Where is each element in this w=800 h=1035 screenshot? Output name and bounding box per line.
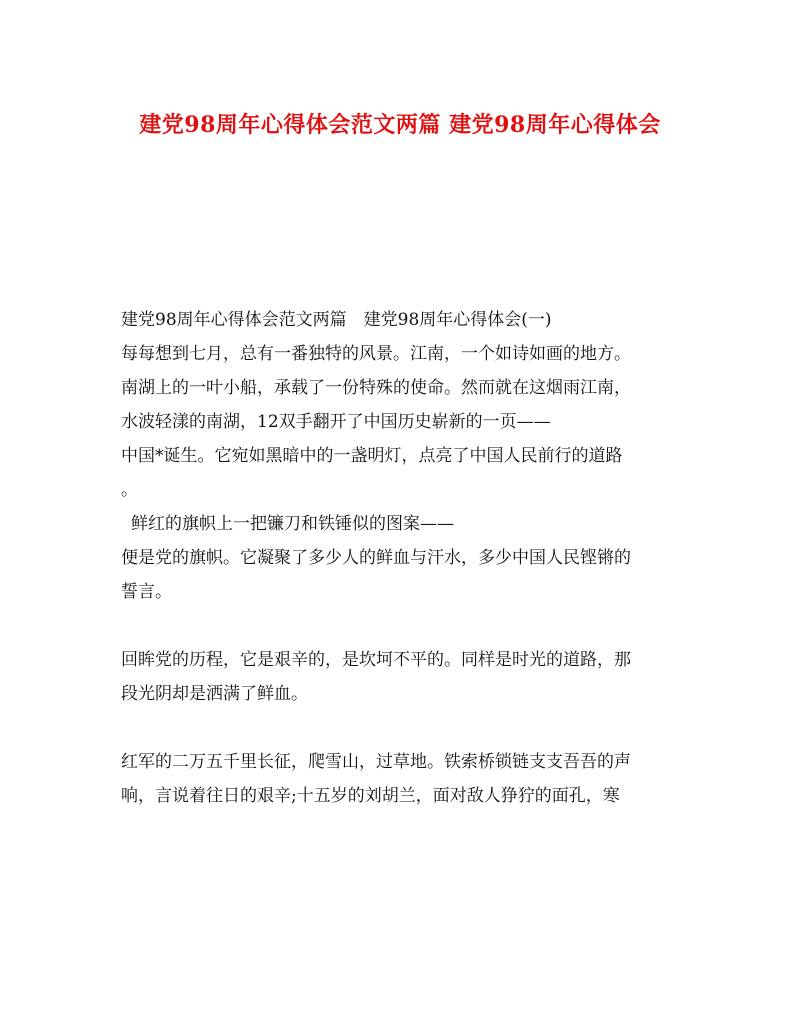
- paragraph-line: 鲜红的旗帜上一把镰刀和铁锤似的图案——: [131, 514, 454, 534]
- paragraph-heading-line: 建党98周年心得体会范文两篇 建党98周年心得体会(一): [121, 310, 552, 330]
- paragraph-line: 回眸党的历程，它是艰辛的，是坎坷不平的。同样是时光的道路，那: [121, 650, 631, 670]
- paragraph-line: 中国*诞生。它宛如黑暗中的一盏明灯，点亮了中国人民前行的道路: [121, 446, 623, 466]
- paragraph-line: 便是党的旗帜。它凝聚了多少人的鲜血与汗水，多少中国人民铿锵的: [121, 548, 631, 568]
- paragraph-line: 响，言说着往日的艰辛;十五岁的刘胡兰，面对敌人狰狞的面孔，寒: [121, 786, 620, 806]
- paragraph-spacer: [121, 609, 681, 643]
- paragraph-line: 南湖上的一叶小船，承载了一份特殊的使命。然而就在这烟雨江南，: [121, 378, 631, 398]
- paragraph-line: 水波轻漾的南湖，12双手翻开了中国历史崭新的一页——: [121, 412, 551, 432]
- paragraph-line: 段光阴却是洒满了鲜血。: [121, 684, 308, 704]
- paragraph-line: 。: [121, 480, 138, 500]
- document-body: [121, 303, 681, 813]
- document-title: 建党98周年心得体会范文两篇 建党98周年心得体会: [139, 112, 661, 138]
- paragraph-line: 每每想到七月，总有一番独特的风景。江南，一个如诗如画的地方。: [121, 344, 631, 364]
- paragraph-line: 红军的二万五千里长征，爬雪山，过草地。铁索桥锁链支支吾吾的声: [121, 752, 631, 772]
- paragraph-line: 誓言。: [121, 582, 172, 602]
- paragraph-spacer: [121, 711, 681, 745]
